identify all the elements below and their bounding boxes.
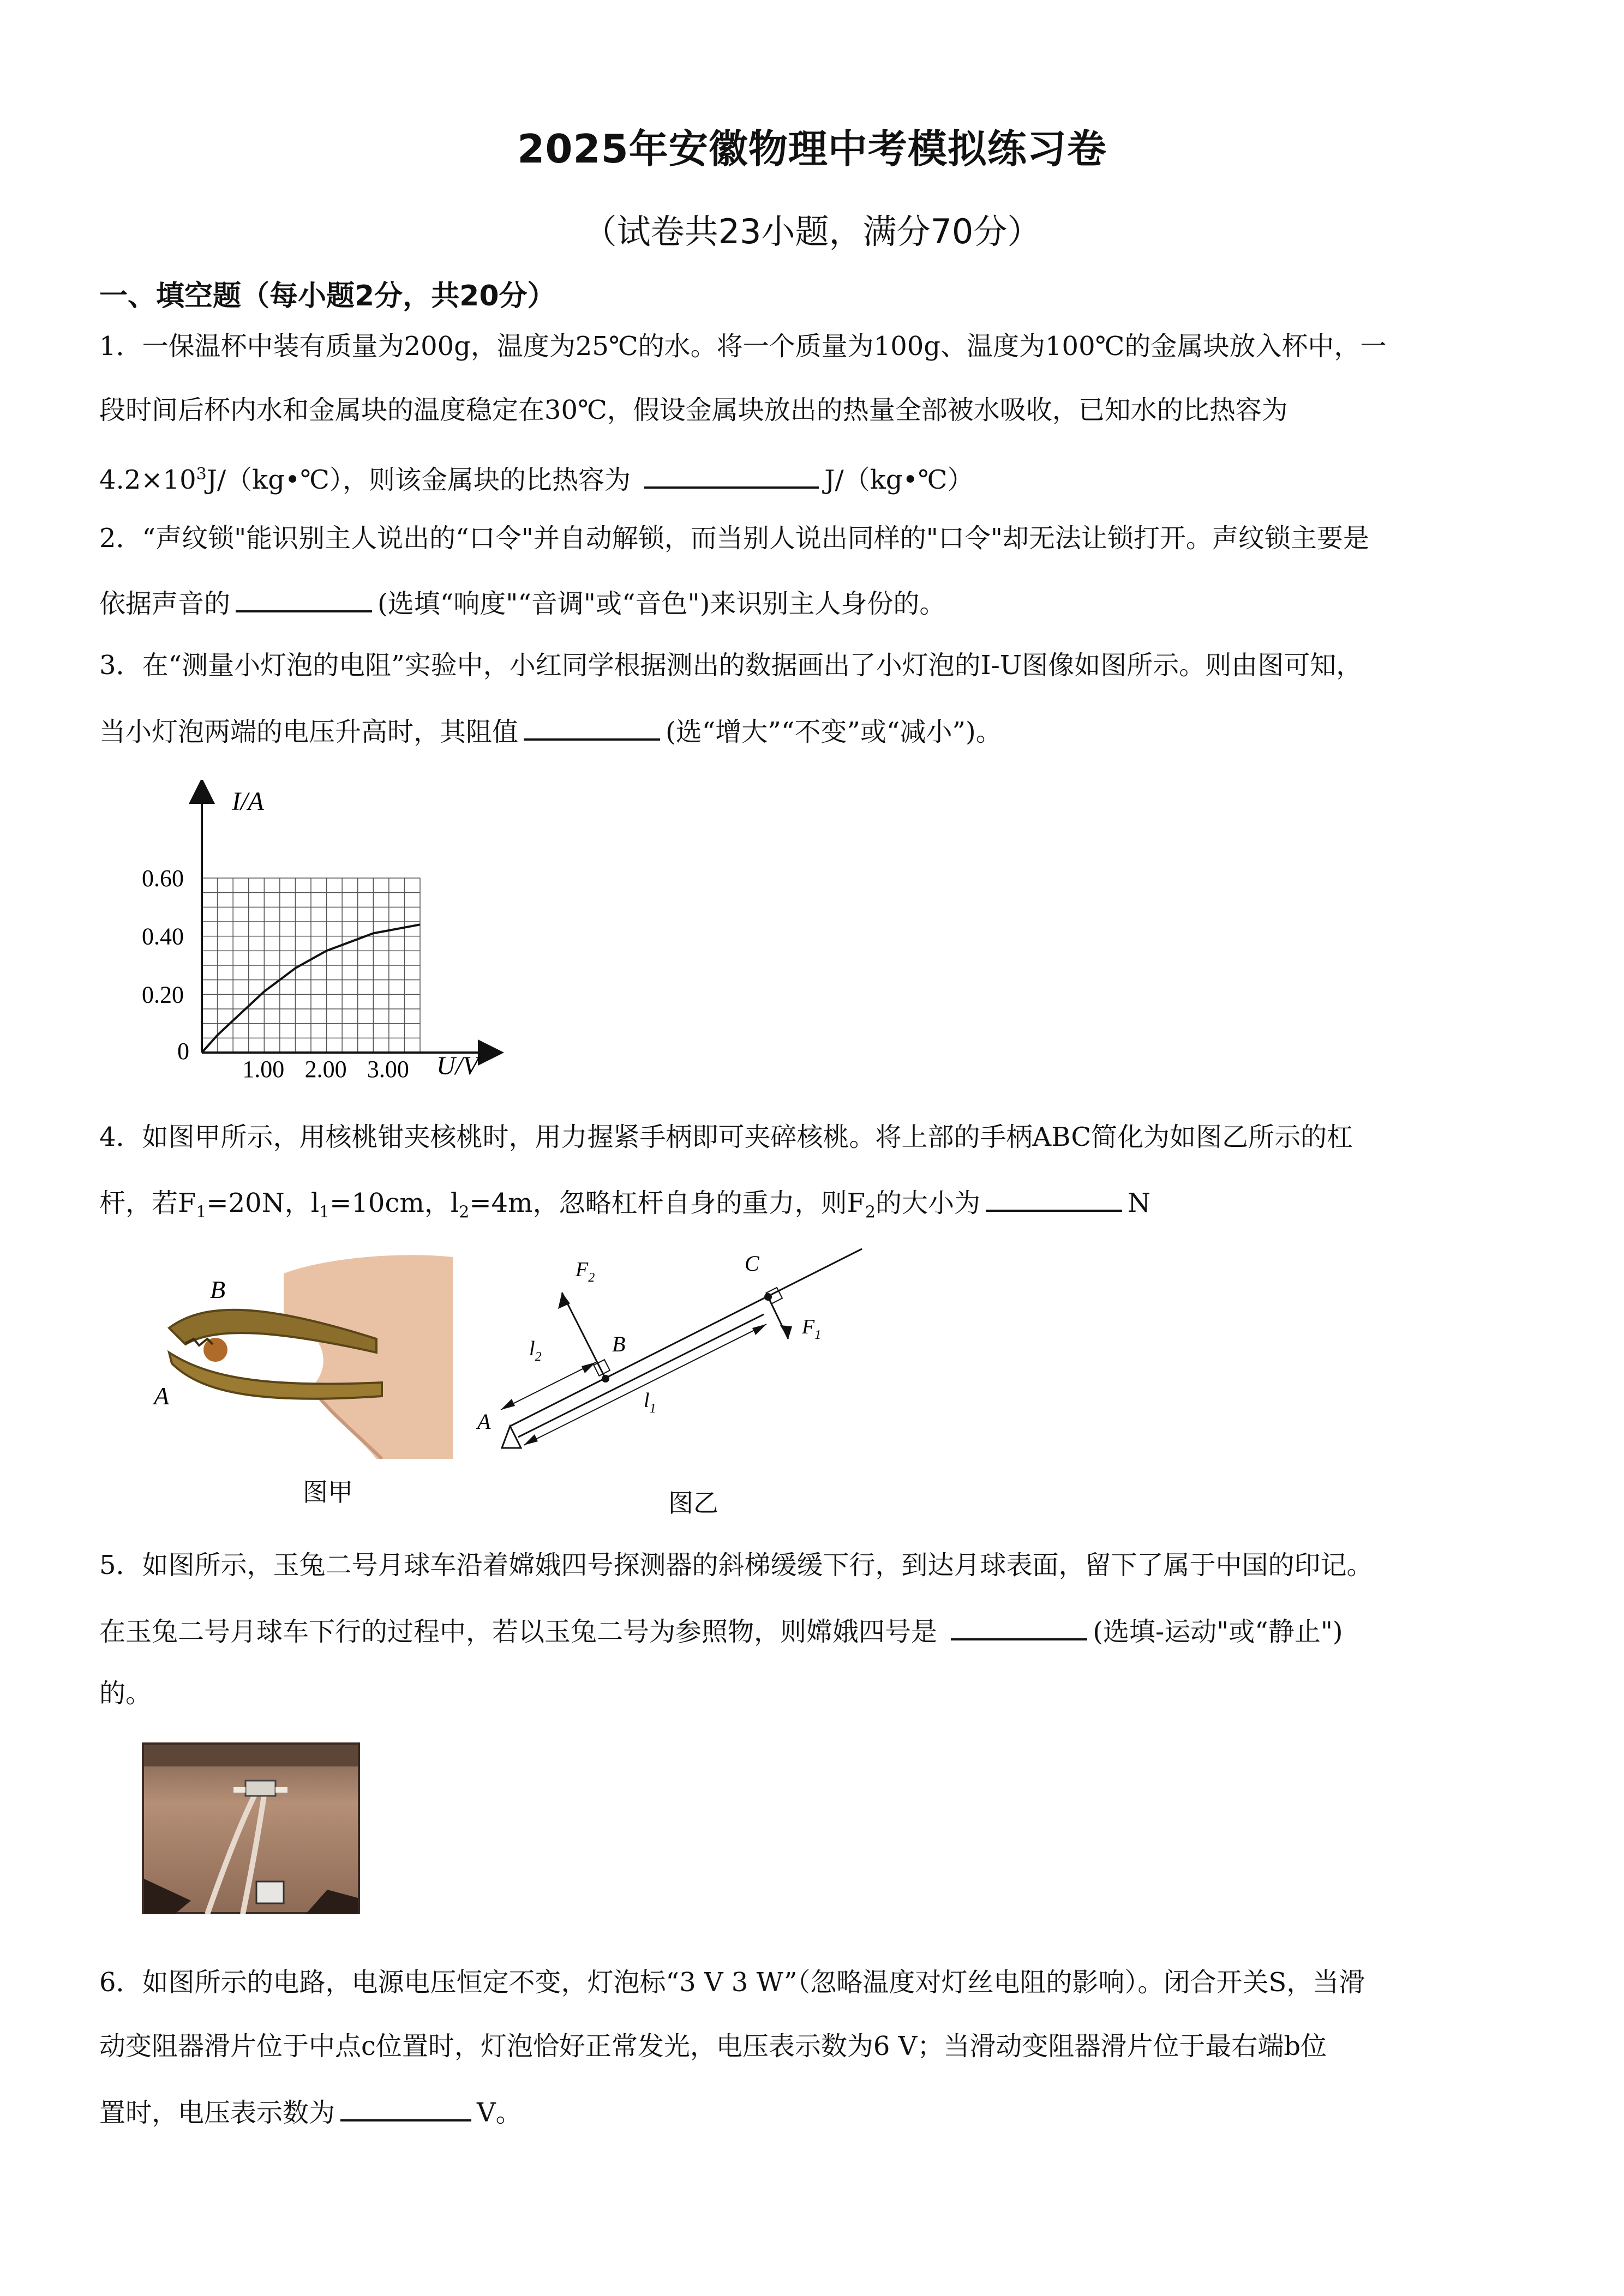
q5-line-2: 在玉兔二号月球车下行的过程中，若以玉兔二号为参照物，则嫦娥四号是 (选填-运动"或“静止") bbox=[99, 1613, 1539, 1648]
y-axis-label: I/A bbox=[232, 787, 264, 816]
q1-line-1: 1．一保温杯中装有质量为200g，温度为25℃的水。将一个质量为100g、温度为100℃的金属块放入杯中，一 bbox=[99, 331, 1387, 362]
fig1-label-a: A bbox=[154, 1382, 170, 1410]
origin-label: 0 bbox=[177, 1038, 189, 1065]
q2-line-1: 2．“声纹锁"能识别主人说出的“口令"并自动解锁，而当别人说出同样的"口令"却无法让锁打开。声纹锁主要是 bbox=[99, 523, 1369, 554]
y-tick-label: 0.60 bbox=[142, 865, 184, 892]
q3-line-1: 3．在“测量小灯泡的电阻”实验中，小红同学根据测出的数据画出了小灯泡的I-U图像如图所示。则由图可知， bbox=[99, 650, 1363, 681]
fig2-label-b: B bbox=[612, 1332, 626, 1356]
fig2-label-l1: $l_1$ bbox=[644, 1389, 656, 1416]
nutcracker-photo bbox=[147, 1252, 453, 1459]
x-axis-label: U/V bbox=[436, 1051, 479, 1080]
q6-line-2: 动变阻器滑片位于中点c位置时，灯泡恰好正常发光，电压表示数为6 V；当滑动变阻器滑片位于最右端b位 bbox=[99, 2031, 1327, 2061]
lever-diagram bbox=[458, 1233, 873, 1472]
q5-answer-blank[interactable] bbox=[951, 1613, 1087, 1640]
q6-line-1: 6．如图所示的电路，电源电压恒定不变，灯泡标“3 V 3 W”（忽略温度对灯丝电阻的影响）。闭合开关S，当滑 bbox=[99, 1967, 1365, 1998]
fig2-label-c: C bbox=[745, 1251, 759, 1276]
q1-answer-blank[interactable] bbox=[644, 461, 819, 489]
q4-line-1: 4．如图甲所示，用核桃钳夹核桃时，用力握紧手柄即可夹碎核桃。将上部的手柄ABC简化为如图乙所示的杠 bbox=[99, 1122, 1353, 1152]
x-tick-label: 2.00 bbox=[304, 1056, 347, 1083]
q3-line-2: 当小灯泡两端的电压升高时，其阻值 (选“增大”“不变”或“减小”)。 bbox=[99, 713, 1539, 748]
fig2-label-a: A bbox=[477, 1409, 491, 1434]
q6-answer-blank[interactable] bbox=[340, 2094, 471, 2121]
q4-line-2: 杆，若$F_1=20N$，$l_1=10cm$，$l_2=4m$，忽略杠杆自身的重力，则$F_2$的大小为 N bbox=[99, 1185, 1539, 1229]
fig2-caption: 图乙 bbox=[668, 1488, 718, 1518]
moon-rover-photo bbox=[142, 1742, 360, 1914]
fig2-label-l2: $l_2$ bbox=[529, 1337, 542, 1364]
section-heading: 一、填空题（每小题2分，共20分） bbox=[99, 280, 556, 312]
chart-grid bbox=[202, 878, 420, 1053]
fig2-label-f2: $F_2$ bbox=[576, 1258, 595, 1285]
q5-line-1: 5．如图所示，玉兔二号月球车沿着嫦娥四号探测器的斜梯缓缓下行，到达月球表面，留下了属于中国的印记。 bbox=[99, 1550, 1373, 1580]
x-tick-label: 3.00 bbox=[367, 1056, 409, 1083]
page-subtitle: （试卷共23小题，满分70分） bbox=[583, 212, 1041, 251]
q1-line-2: 段时间后杯内水和金属块的温度稳定在30℃，假设金属块放出的热量全部被水吸收，已知水的比热容为 bbox=[99, 395, 1288, 425]
q1-line-3: $4.2\times 10^3J/(kg•℃)$，则该金属块的比热容为 J/（kg•℃） bbox=[99, 458, 1539, 496]
q5-line-3: 的。 bbox=[99, 1678, 152, 1709]
y-tick-label: 0.40 bbox=[142, 923, 184, 950]
fig1-label-b: B bbox=[210, 1276, 226, 1303]
y-tick-label: 0.20 bbox=[142, 981, 184, 1008]
x-tick-label: 1.00 bbox=[242, 1056, 285, 1083]
fulcrum-icon bbox=[502, 1426, 521, 1448]
page-title: 2025年安徽物理中考模拟练习卷 bbox=[517, 126, 1107, 172]
fig2-label-f1: $F_1$ bbox=[802, 1315, 822, 1342]
q2-line-2: 依据声音的 (选填“响度"“音调"或“音色")来识别主人身份的。 bbox=[99, 585, 1539, 620]
q6-line-3: 置时，电压表示数为 V。 bbox=[99, 2094, 1539, 2129]
q2-answer-blank[interactable] bbox=[236, 585, 372, 612]
q4-answer-blank[interactable] bbox=[986, 1185, 1122, 1212]
q3-answer-blank[interactable] bbox=[524, 713, 660, 741]
iu-chart bbox=[131, 780, 524, 1085]
fig1-caption: 图甲 bbox=[303, 1477, 353, 1507]
